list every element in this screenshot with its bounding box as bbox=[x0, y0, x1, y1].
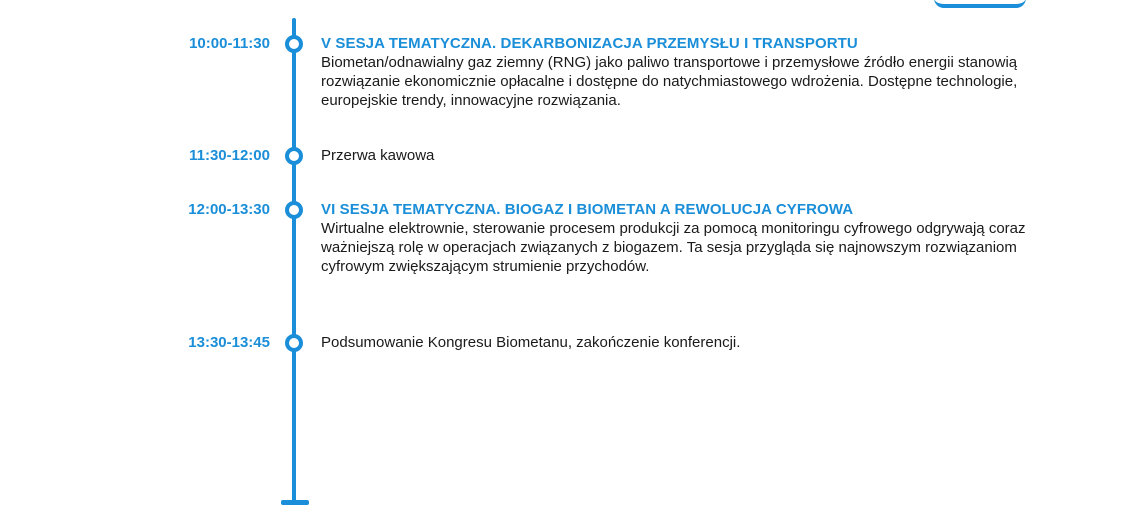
entry-title: V SESJA TEMATYCZNA. DEKARBONIZACJA PRZEMYSŁU I TRANSPORTU bbox=[321, 35, 858, 52]
entry-description: Podsumowanie Kongresu Biometanu, zakończenie konferencji. bbox=[321, 334, 741, 351]
entry-title: VI SESJA TEMATYCZNA. BIOGAZ I BIOMETAN A REWOLUCJA CYFROWA bbox=[321, 201, 854, 218]
entry-content bbox=[321, 333, 1041, 352]
timeline-axis bbox=[292, 18, 296, 502]
entry-time: 11:30-12:00 bbox=[189, 147, 270, 164]
entry-time: 13:30-13:45 bbox=[188, 334, 270, 351]
entry-content bbox=[321, 34, 1041, 110]
timeline-node bbox=[285, 334, 303, 352]
timeline-node bbox=[285, 35, 303, 53]
timeline-axis-end bbox=[281, 500, 309, 505]
entry-content bbox=[321, 200, 1041, 276]
entry-time: 10:00-11:30 bbox=[189, 35, 270, 52]
timeline-node bbox=[285, 201, 303, 219]
entry-description: Biometan/odnawialny gaz ziemny (RNG) jako paliwo transportowe i przemysłowe źródło energii stanowią rozwiązanie ekonomicznie opłacalne i dostępne do natychmiastowego wdrożenia. Dostępne technologie, europejskie trendy, innowacyjne rozwiązania. bbox=[321, 54, 1018, 109]
entry-description: Wirtualne elektrownie, sterowanie procesem produkcji za pomocą monitoringu cyfrowego odgrywają coraz ważniejszą rolę w operacjach związanych z biogazem. Ta sesja przygląda się najnowszym rozwiązaniom cyfrowym zwiększającym strumienie przychodów. bbox=[321, 220, 1026, 275]
corner-decoration bbox=[934, 0, 1026, 8]
timeline-node bbox=[285, 147, 303, 165]
entry-time: 12:00-13:30 bbox=[188, 201, 270, 218]
entry-content bbox=[321, 146, 1041, 165]
entry-description: Przerwa kawowa bbox=[321, 147, 435, 164]
